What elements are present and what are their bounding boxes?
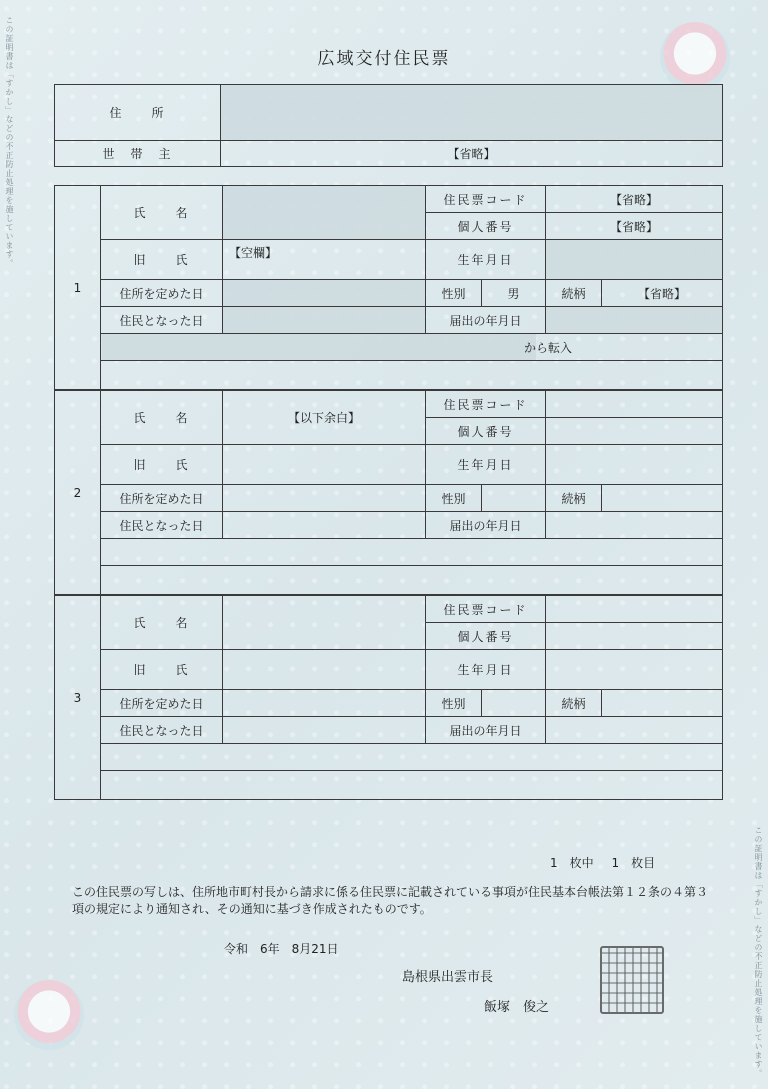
name-value: 【以下余白】 bbox=[223, 391, 426, 445]
personal-number-label: 個人番号 bbox=[426, 213, 546, 240]
date-address-set-label: 住所を定めた日 bbox=[101, 280, 223, 307]
resident-code-label: 住民票コード bbox=[426, 186, 546, 213]
remarks-value: から転入 bbox=[101, 334, 723, 361]
personal-number-label: 個人番号 bbox=[426, 418, 546, 445]
personal-number-value bbox=[546, 623, 723, 650]
birth-date-label: 生年月日 bbox=[426, 240, 546, 280]
householder-value: 【省略】 bbox=[221, 141, 723, 167]
birth-date-value bbox=[546, 240, 723, 280]
address-label: 住 所 bbox=[55, 85, 221, 141]
person-table-2 bbox=[54, 390, 723, 595]
official-seal-stamp bbox=[600, 946, 664, 1014]
header-table bbox=[54, 84, 723, 167]
person-table-1 bbox=[54, 185, 723, 390]
remarks-blank bbox=[101, 361, 723, 390]
remarks-value bbox=[101, 744, 723, 771]
issue-date: 令和 6年 8月21日 bbox=[224, 942, 339, 956]
former-name-value bbox=[223, 445, 426, 485]
name-value bbox=[223, 186, 426, 240]
side-note-right: この証明書は「すかし」などの不正防止処理を施しています。 bbox=[754, 826, 763, 1078]
date-became-resident-label: 住民となった日 bbox=[101, 512, 223, 539]
date-address-set-value bbox=[223, 485, 426, 512]
resident-code-label: 住民票コード bbox=[426, 596, 546, 623]
date-address-set-value bbox=[223, 280, 426, 307]
relation-value bbox=[602, 690, 723, 717]
relation-value bbox=[602, 485, 723, 512]
page-current: 1 枚目 bbox=[611, 856, 656, 870]
person-table-3 bbox=[54, 595, 723, 800]
resident-code-value bbox=[546, 596, 723, 623]
date-address-set-label: 住所を定めた日 bbox=[101, 690, 223, 717]
date-became-resident-value bbox=[223, 717, 426, 744]
notified-date-label: 届出の年月日 bbox=[426, 307, 546, 334]
former-name-label: 旧 氏 bbox=[101, 240, 223, 280]
notified-date-label: 届出の年月日 bbox=[426, 512, 546, 539]
notified-date-label: 届出の年月日 bbox=[426, 717, 546, 744]
resident-code-label: 住民票コード bbox=[426, 391, 546, 418]
relation-value: 【省略】 bbox=[602, 280, 723, 307]
resident-code-value bbox=[546, 391, 723, 418]
side-note-left: この証明書は「すかし」などの不正防止処理を施しています。 bbox=[5, 16, 14, 268]
former-name-label: 旧 氏 bbox=[101, 445, 223, 485]
date-became-resident-label: 住民となった日 bbox=[101, 717, 223, 744]
person-number: 3 bbox=[55, 596, 101, 800]
sex-value: 男 bbox=[482, 280, 546, 307]
sex-label: 性別 bbox=[426, 690, 482, 717]
remarks-value bbox=[101, 539, 723, 566]
former-name-value bbox=[223, 650, 426, 690]
date-became-resident-value bbox=[223, 512, 426, 539]
birth-date-value bbox=[546, 445, 723, 485]
former-name-value: 【空欄】 bbox=[223, 240, 426, 280]
name-label: 氏 名 bbox=[101, 596, 223, 650]
name-value bbox=[223, 596, 426, 650]
person-number: 2 bbox=[55, 391, 101, 595]
sex-label: 性別 bbox=[426, 280, 482, 307]
date-became-resident-label: 住民となった日 bbox=[101, 307, 223, 334]
personal-number-label: 個人番号 bbox=[426, 623, 546, 650]
birth-date-label: 生年月日 bbox=[426, 650, 546, 690]
address-value bbox=[221, 85, 723, 141]
resident-code-value: 【省略】 bbox=[546, 186, 723, 213]
page-count bbox=[550, 854, 669, 871]
mayor-name: 飯塚 俊之 bbox=[484, 1000, 550, 1015]
name-label: 氏 名 bbox=[101, 186, 223, 240]
certification-text: この住民票の写しは、住所地市町村長から請求に係る住民票に記載されている事項が住民基本台帳法第１２条の４第３項の規定により通知され、その通知に基づき作成されたものです。 bbox=[72, 885, 709, 916]
page-title: 広域交付住民票 bbox=[317, 49, 451, 69]
remarks-blank bbox=[101, 566, 723, 595]
page-total: 1 枚中 bbox=[550, 856, 594, 870]
sex-label: 性別 bbox=[426, 485, 482, 512]
relation-label: 続柄 bbox=[546, 690, 602, 717]
person-number: 1 bbox=[55, 186, 101, 390]
date-became-resident-value bbox=[223, 307, 426, 334]
personal-number-value bbox=[546, 418, 723, 445]
sex-value bbox=[482, 485, 546, 512]
personal-number-value: 【省略】 bbox=[546, 213, 723, 240]
householder-label: 世 帯 主 bbox=[55, 141, 221, 167]
date-address-set-label: 住所を定めた日 bbox=[101, 485, 223, 512]
former-name-label: 旧 氏 bbox=[101, 650, 223, 690]
relation-label: 続柄 bbox=[546, 280, 602, 307]
sex-value bbox=[482, 690, 546, 717]
notified-date-value bbox=[546, 307, 723, 334]
name-label: 氏 名 bbox=[101, 391, 223, 445]
relation-label: 続柄 bbox=[546, 485, 602, 512]
remarks-blank bbox=[101, 771, 723, 800]
mascot-watermark-bottom bbox=[14, 980, 84, 1050]
notified-date-value bbox=[546, 717, 723, 744]
issuer-title: 島根県出雲市長 bbox=[402, 970, 494, 985]
birth-date-label: 生年月日 bbox=[426, 445, 546, 485]
birth-date-value bbox=[546, 650, 723, 690]
notified-date-value bbox=[546, 512, 723, 539]
date-address-set-value bbox=[223, 690, 426, 717]
